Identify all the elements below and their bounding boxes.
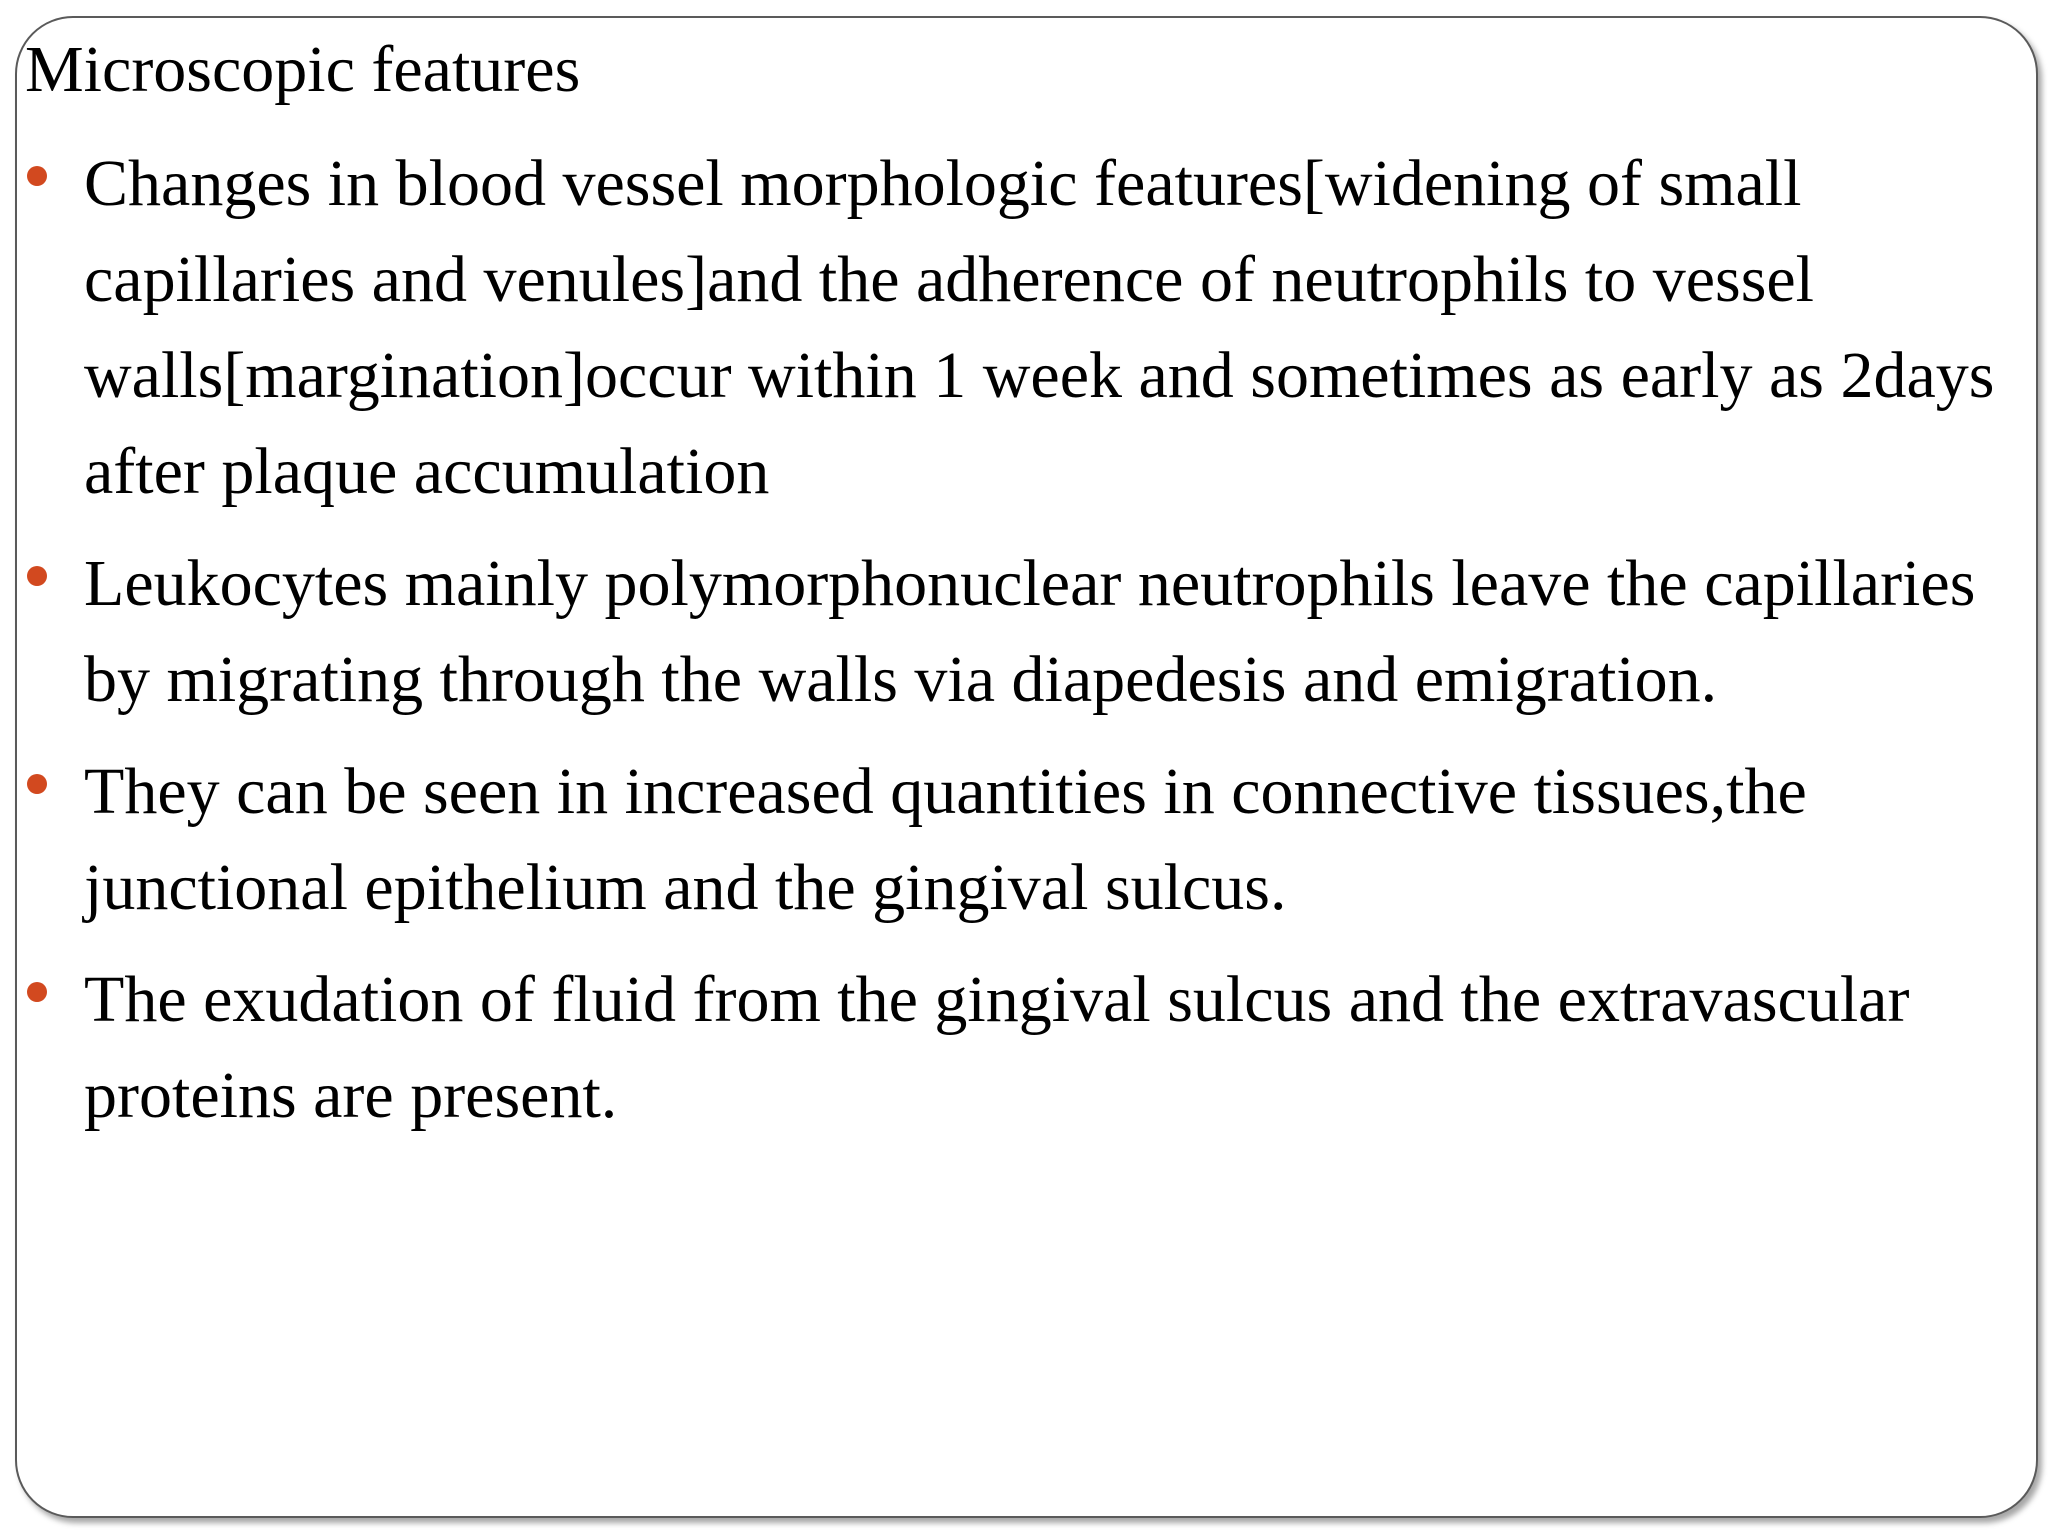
- bullet-text: Changes in blood vessel morphologic features[widening of small capillaries and venules]and the adherence of neutrophils to vessel walls[margination]occur within 1 week and sometimes as early as 2days after plaque accumulation: [84, 147, 1995, 508]
- bullet-item-quantities: [17, 744, 2007, 936]
- bullet-text: Leukocytes mainly polymorphonuclear neutrophils leave the capillaries by migrating through the walls via diapedesis and emigration.: [84, 547, 1976, 716]
- bullet-item-leukocytes: [17, 536, 2007, 728]
- bullet-item-exudation: [17, 952, 2007, 1144]
- bullet-dot-icon: [27, 774, 47, 794]
- bullet-text: The exudation of fluid from the gingival sulcus and the extravascular proteins are present.: [84, 963, 1910, 1132]
- slide-title: Microscopic features: [25, 33, 581, 106]
- bullet-dot-icon: [27, 166, 47, 186]
- bullet-text: They can be seen in increased quantities in connective tissues,the junctional epithelium and the gingival sulcus.: [84, 755, 1807, 924]
- bullet-item-vessel-changes: [17, 136, 2007, 520]
- bullet-list: [17, 136, 2007, 1144]
- bullet-dot-icon: [27, 566, 47, 586]
- bullet-dot-icon: [27, 982, 47, 1002]
- slide-frame: [15, 16, 2038, 1518]
